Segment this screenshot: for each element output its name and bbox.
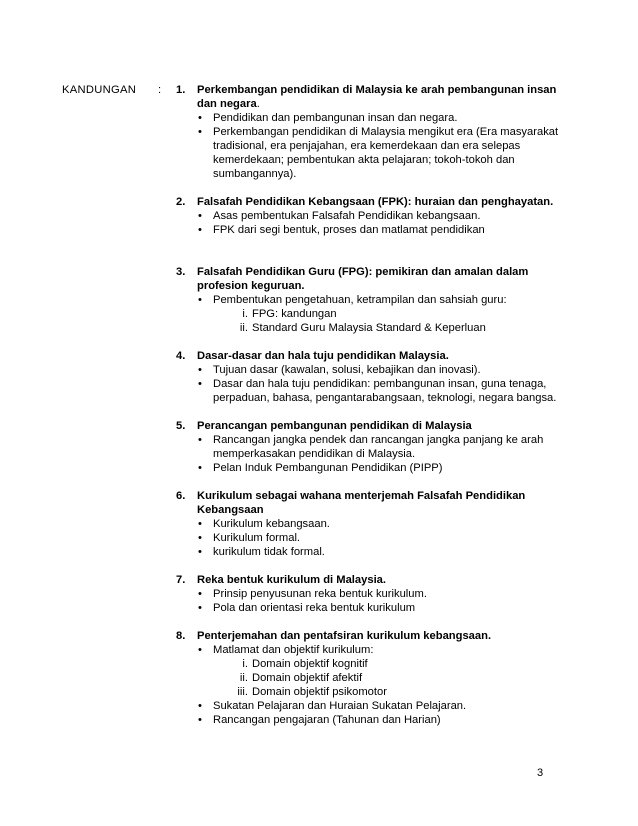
sublist-text: FPG: kandungan xyxy=(252,308,337,320)
item-title xyxy=(197,629,576,643)
bullet-item xyxy=(197,643,576,699)
bullet-item xyxy=(197,601,576,615)
bullet-text: Pembentukan pengetahuan, ketrampilan dan sahsiah guru: xyxy=(213,294,507,306)
bullet-list xyxy=(197,643,576,727)
item-title-text: Kurikulum sebagai wahana menterjemah Falsafah Pendidikan Kebangsaan xyxy=(197,490,526,516)
bullet-text: Kurikulum formal. xyxy=(213,532,301,544)
bullet-text: Perkembangan pendidikan di Malaysia mengikut era (Era masyarakat tradisional, era penjajahan, era kemerdekaan dan era selepas kemerdekaan; pembentukan akta pelajaran; tokoh-tokoh dan sumbangannya). xyxy=(213,126,559,180)
bullet-item xyxy=(197,293,576,335)
bullet-text: Kurikulum kebangsaan. xyxy=(213,518,330,530)
sublist-item xyxy=(236,657,576,671)
sublist-text: Domain objektif kognitif xyxy=(252,658,368,670)
sublist-item xyxy=(236,307,576,321)
bullet-item xyxy=(197,531,576,545)
item-title-text: Perancangan pembangunan pendidikan di Malaysia xyxy=(197,420,472,432)
item-number: 2. xyxy=(176,196,186,208)
item-number: 8. xyxy=(176,630,186,642)
bullet-text: Matlamat dan objektif kurikulum: xyxy=(213,644,374,656)
item-number: 7. xyxy=(176,574,186,586)
page-number: 3 xyxy=(537,767,544,779)
roman-numeral: ii. xyxy=(239,322,248,334)
bullet-text: Rancangan jangka pendek dan rancangan jangka panjang ke arah memperkasakan pendidikan di Malaysia. xyxy=(213,434,544,460)
item-number: 5. xyxy=(176,420,186,432)
item-title-punctuation: . xyxy=(256,98,260,110)
bullet-text: Asas pembentukan Falsafah Pendidikan kebangsaan. xyxy=(213,210,481,222)
bullet-text: Pola dan orientasi reka bentuk kurikulum xyxy=(213,602,416,614)
bullet-text: Rancangan pengajaran (Tahunan dan Harian) xyxy=(213,714,441,726)
bullet-list xyxy=(197,363,576,405)
bullet-text: Pelan Induk Pembangunan Pendidikan (PIPP) xyxy=(213,462,443,474)
bullet-item xyxy=(197,517,576,531)
content-item xyxy=(176,265,576,335)
contents-list xyxy=(176,83,576,727)
item-number: 6. xyxy=(176,490,186,502)
roman-numeral: i. xyxy=(242,658,248,670)
content-item xyxy=(176,629,576,727)
roman-sublist xyxy=(213,307,576,335)
bullet-item xyxy=(197,545,576,559)
item-title xyxy=(197,195,576,209)
bullet-list xyxy=(197,111,576,181)
bullet-item xyxy=(197,223,576,237)
bullet-list xyxy=(197,433,576,475)
item-title-text: Perkembangan pendidikan di Malaysia ke arah pembangunan insan dan negara xyxy=(197,84,557,110)
label-colon: : xyxy=(158,84,162,96)
bullet-item xyxy=(197,125,576,181)
bullet-item xyxy=(197,713,576,727)
bullet-item xyxy=(197,461,576,475)
bullet-item xyxy=(197,377,576,405)
section-label: KANDUNGAN xyxy=(62,84,137,96)
bullet-text: Pendidikan dan pembangunan insan dan negara. xyxy=(213,112,458,124)
content-item xyxy=(176,419,576,475)
bullet-text: Prinsip penyusunan reka bentuk kurikulum. xyxy=(213,588,427,600)
sublist-item xyxy=(236,321,576,335)
bullet-item xyxy=(197,587,576,601)
bullet-item xyxy=(197,363,576,377)
item-title xyxy=(197,489,576,517)
item-title-text: Falsafah Pendidikan Kebangsaan (FPK): huraian dan penghayatan. xyxy=(197,196,554,208)
content-item xyxy=(176,573,576,615)
sublist-item xyxy=(236,671,576,685)
bullet-text: FPK dari segi bentuk, proses dan matlamat pendidikan xyxy=(213,224,485,236)
sublist-text: Domain objektif psikomotor xyxy=(252,686,387,698)
bullet-list xyxy=(197,517,576,559)
bullet-list xyxy=(197,293,576,335)
content-item xyxy=(176,83,576,181)
item-number: 1. xyxy=(176,84,186,96)
item-title-text: Reka bentuk kurikulum di Malaysia. xyxy=(197,574,387,586)
roman-numeral: ii. xyxy=(239,672,248,684)
bullet-text: Sukatan Pelajaran dan Huraian Sukatan Pelajaran. xyxy=(213,700,467,712)
bullet-item xyxy=(197,699,576,713)
bullet-item xyxy=(197,209,576,223)
item-title xyxy=(197,419,576,433)
bullet-text: Tujuan dasar (kawalan, solusi, kebajikan dan inovasi). xyxy=(213,364,481,376)
sublist-text: Domain objektif afektif xyxy=(252,672,363,684)
item-number: 4. xyxy=(176,350,186,362)
content-item xyxy=(176,349,576,405)
item-title xyxy=(197,573,576,587)
bullet-text: Dasar dan hala tuju pendidikan: pembangunan insan, guna tenaga, perpaduan, bahasa, pengantarabangsaan, teknologi, negara bangsa. xyxy=(213,378,557,404)
item-title xyxy=(197,83,576,111)
roman-numeral: iii. xyxy=(237,686,248,698)
content-item xyxy=(176,195,576,237)
sublist-text: Standard Guru Malaysia Standard & Keperluan xyxy=(252,322,486,334)
item-title-text: Dasar-dasar dan hala tuju pendidikan Malaysia. xyxy=(197,350,449,362)
bullet-item xyxy=(197,111,576,125)
roman-numeral: i. xyxy=(242,308,248,320)
bullet-list xyxy=(197,209,576,237)
item-title xyxy=(197,265,576,293)
item-title xyxy=(197,349,576,363)
item-title-text: Penterjemahan dan pentafsiran kurikulum kebangsaan. xyxy=(197,630,492,642)
bullet-item xyxy=(197,433,576,461)
sublist-item xyxy=(236,685,576,699)
bullet-list xyxy=(197,587,576,615)
content-item xyxy=(176,489,576,559)
item-title-text: Falsafah Pendidikan Guru (FPG): pemikiran dan amalan dalam profesion keguruan. xyxy=(197,266,529,292)
bullet-text: kurikulum tidak formal. xyxy=(213,546,325,558)
roman-sublist xyxy=(213,657,576,699)
item-number: 3. xyxy=(176,266,186,278)
